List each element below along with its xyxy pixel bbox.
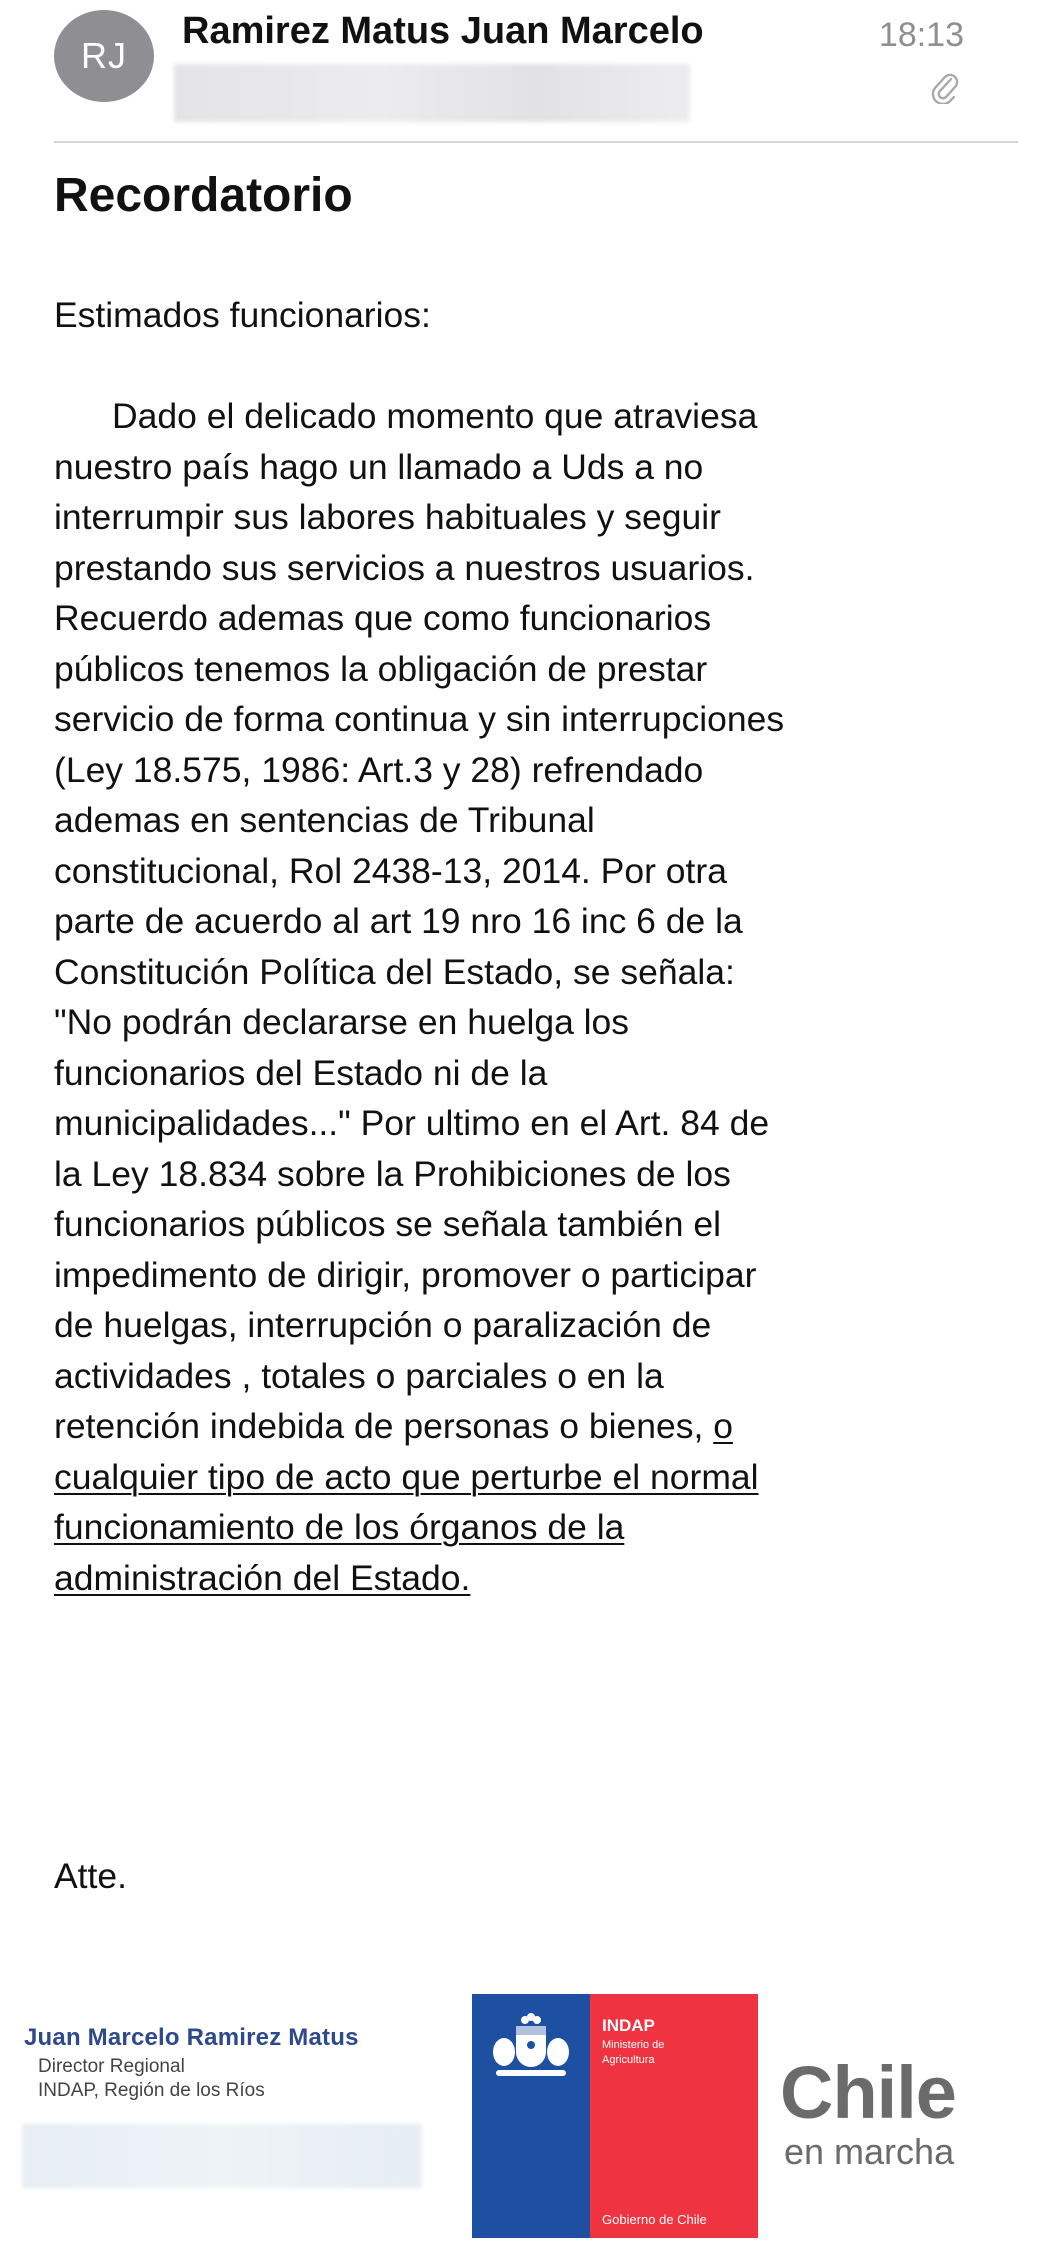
paperclip-icon[interactable]: [930, 70, 960, 104]
campaign-logo-main: Chile: [780, 2051, 956, 2134]
email-subject: Recordatorio: [54, 169, 353, 222]
logo-government: Gobierno de Chile: [602, 2212, 707, 2227]
underlined-text: administración del Estado.: [54, 1557, 471, 1598]
indap-logo: [472, 1994, 758, 2238]
body-line: funcionarios del Estado ni de la: [54, 1052, 548, 1093]
body-line-plain: retención indebida de personas o bienes,: [54, 1406, 714, 1446]
body-line: [54, 1401, 1014, 1452]
email-body: [54, 391, 1014, 1603]
body-line: prestando sus servicios a nuestros usuarios.: [54, 547, 755, 588]
email-greeting: Estimados funcionarios:: [54, 295, 431, 335]
logo-ministry: Ministerio de Agricultura: [602, 2039, 665, 2066]
signature-name: Juan Marcelo Ramirez Matus: [24, 2024, 359, 2051]
body-line: [54, 1452, 1014, 1503]
body-line: nuestro país hago un llamado a Uds a no: [54, 446, 704, 487]
signature-title: Director Regional: [38, 2056, 185, 2077]
body-line: públicos tenemos la obligación de prestar: [54, 648, 708, 689]
body-line: de huelgas, interrupción o paralización de: [54, 1305, 712, 1345]
body-line: actividades , totales o parciales o en la: [54, 1355, 664, 1396]
logo-brand: INDAP: [602, 2016, 655, 2035]
body-line: servicio de forma continua y sin interrupciones: [54, 699, 785, 739]
sender-avatar[interactable]: RJ: [54, 10, 154, 102]
body-line: [54, 1553, 1014, 1604]
body-line: la Ley 18.834 sobre la Prohibiciones de los: [54, 1153, 731, 1194]
underlined-text: o: [713, 1406, 733, 1446]
body-line: Dado el delicado momento que atraviesa: [112, 396, 758, 436]
body-line: funcionarios públicos se señala también el: [54, 1204, 722, 1244]
redacted-signature-contact: [22, 2124, 422, 2188]
header-divider: [54, 141, 1018, 143]
body-line: municipalidades..." Por ultimo en el Art. 84 de: [54, 1103, 770, 1143]
body-line: Recuerdo ademas que como funcionarios: [54, 598, 712, 638]
email-header: [0, 0, 1056, 142]
coat-of-arms-icon: [486, 2012, 576, 2080]
logo-blue-panel: [472, 1994, 590, 2238]
body-line: impedimento de dirigir, promover o participar: [54, 1254, 757, 1295]
body-line: "No podrán declararse en huelga los: [54, 1002, 630, 1042]
body-line: ademas en sentencias de Tribunal: [54, 800, 595, 840]
signature-organization: INDAP, Región de los Ríos: [38, 2080, 265, 2101]
campaign-logo-sub: en marcha: [784, 2131, 955, 2172]
body-line: parte de acuerdo al art 19 nro 16 inc 6 de la: [54, 901, 743, 941]
body-line: interrumpir sus labores habituales y seguir: [54, 497, 721, 537]
body-line: (Ley 18.575, 1986: Art.3 y 28) refrendado: [54, 749, 704, 790]
sender-name[interactable]: Ramirez Matus Juan Marcelo: [182, 10, 704, 52]
email-time: 18:13: [878, 16, 964, 54]
body-line: Constitución Política del Estado, se señala:: [54, 951, 735, 992]
underlined-text: cualquier tipo de acto que perturbe el normal: [54, 1456, 759, 1497]
underlined-text: funcionamiento de los órganos de la: [54, 1507, 625, 1547]
email-signoff: Atte.: [54, 1856, 128, 1896]
body-line: constitucional, Rol 2438-13, 2014. Por otra: [54, 850, 727, 891]
body-line: [54, 1502, 1014, 1553]
redacted-recipient: [174, 64, 690, 122]
